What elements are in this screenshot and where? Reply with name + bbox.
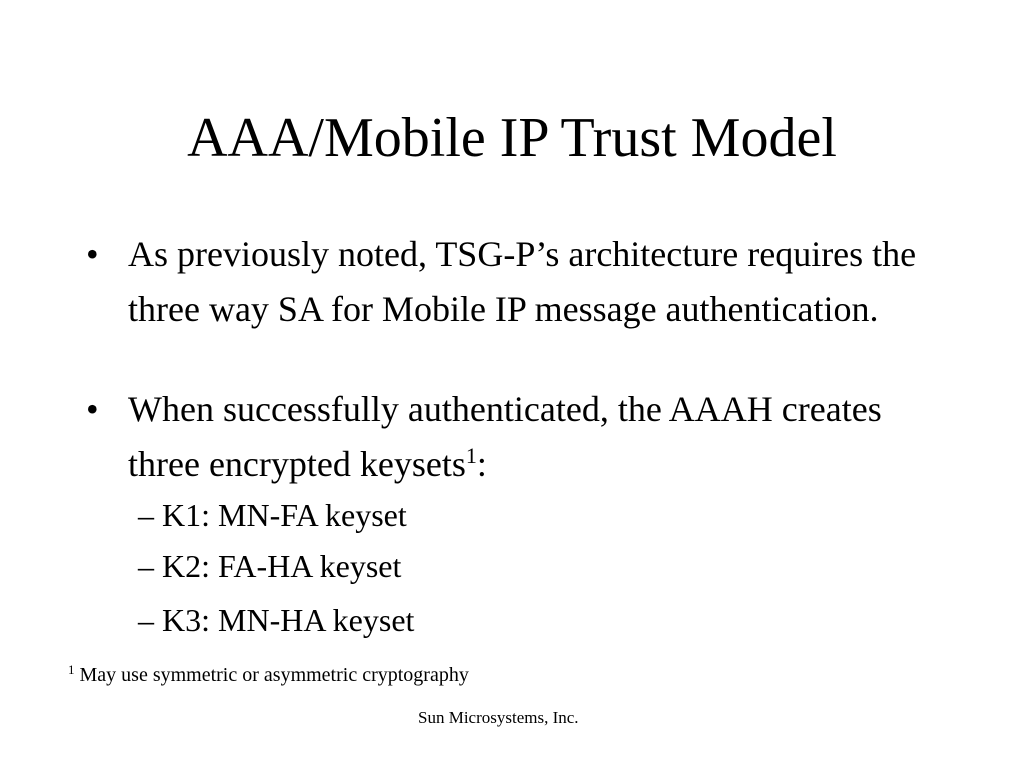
sub-bullet-item	[138, 595, 414, 645]
bullet-item	[86, 382, 946, 492]
footnote-mark: 1	[68, 662, 75, 677]
footnote-text: May use symmetric or asymmetric cryptography	[79, 664, 469, 686]
bullet-text-suffix: :	[476, 444, 487, 484]
sub-bullet-dash: –	[138, 602, 154, 638]
sub-bullet-text: K3: MN-HA keyset	[162, 602, 415, 638]
sub-bullet-text: K1: MN-FA keyset	[162, 497, 407, 533]
bullet-item	[86, 227, 946, 337]
sub-bullet-dash: –	[138, 548, 154, 584]
sub-bullet-dash: –	[138, 497, 154, 533]
sub-bullet-text: K2: FA-HA keyset	[162, 548, 402, 584]
footnote	[68, 662, 469, 688]
bullet-text: When successfully authenticated, the AAAH creates three encrypted keysets	[128, 389, 882, 484]
sub-bullet-item	[138, 541, 401, 591]
slide-title: AAA/Mobile IP Trust Model	[187, 107, 837, 169]
bullet-text-container	[128, 382, 946, 492]
bullet-text: As previously noted, TSG-P’s architecture requires the three way SA for Mobile IP message authentication.	[128, 234, 917, 329]
sub-bullet-item	[138, 490, 407, 540]
slide-footer: Sun Microsystems, Inc.	[418, 708, 579, 727]
bullet-marker: •	[86, 234, 99, 274]
footnote-reference: 1	[465, 443, 477, 468]
bullet-marker: •	[86, 389, 99, 429]
